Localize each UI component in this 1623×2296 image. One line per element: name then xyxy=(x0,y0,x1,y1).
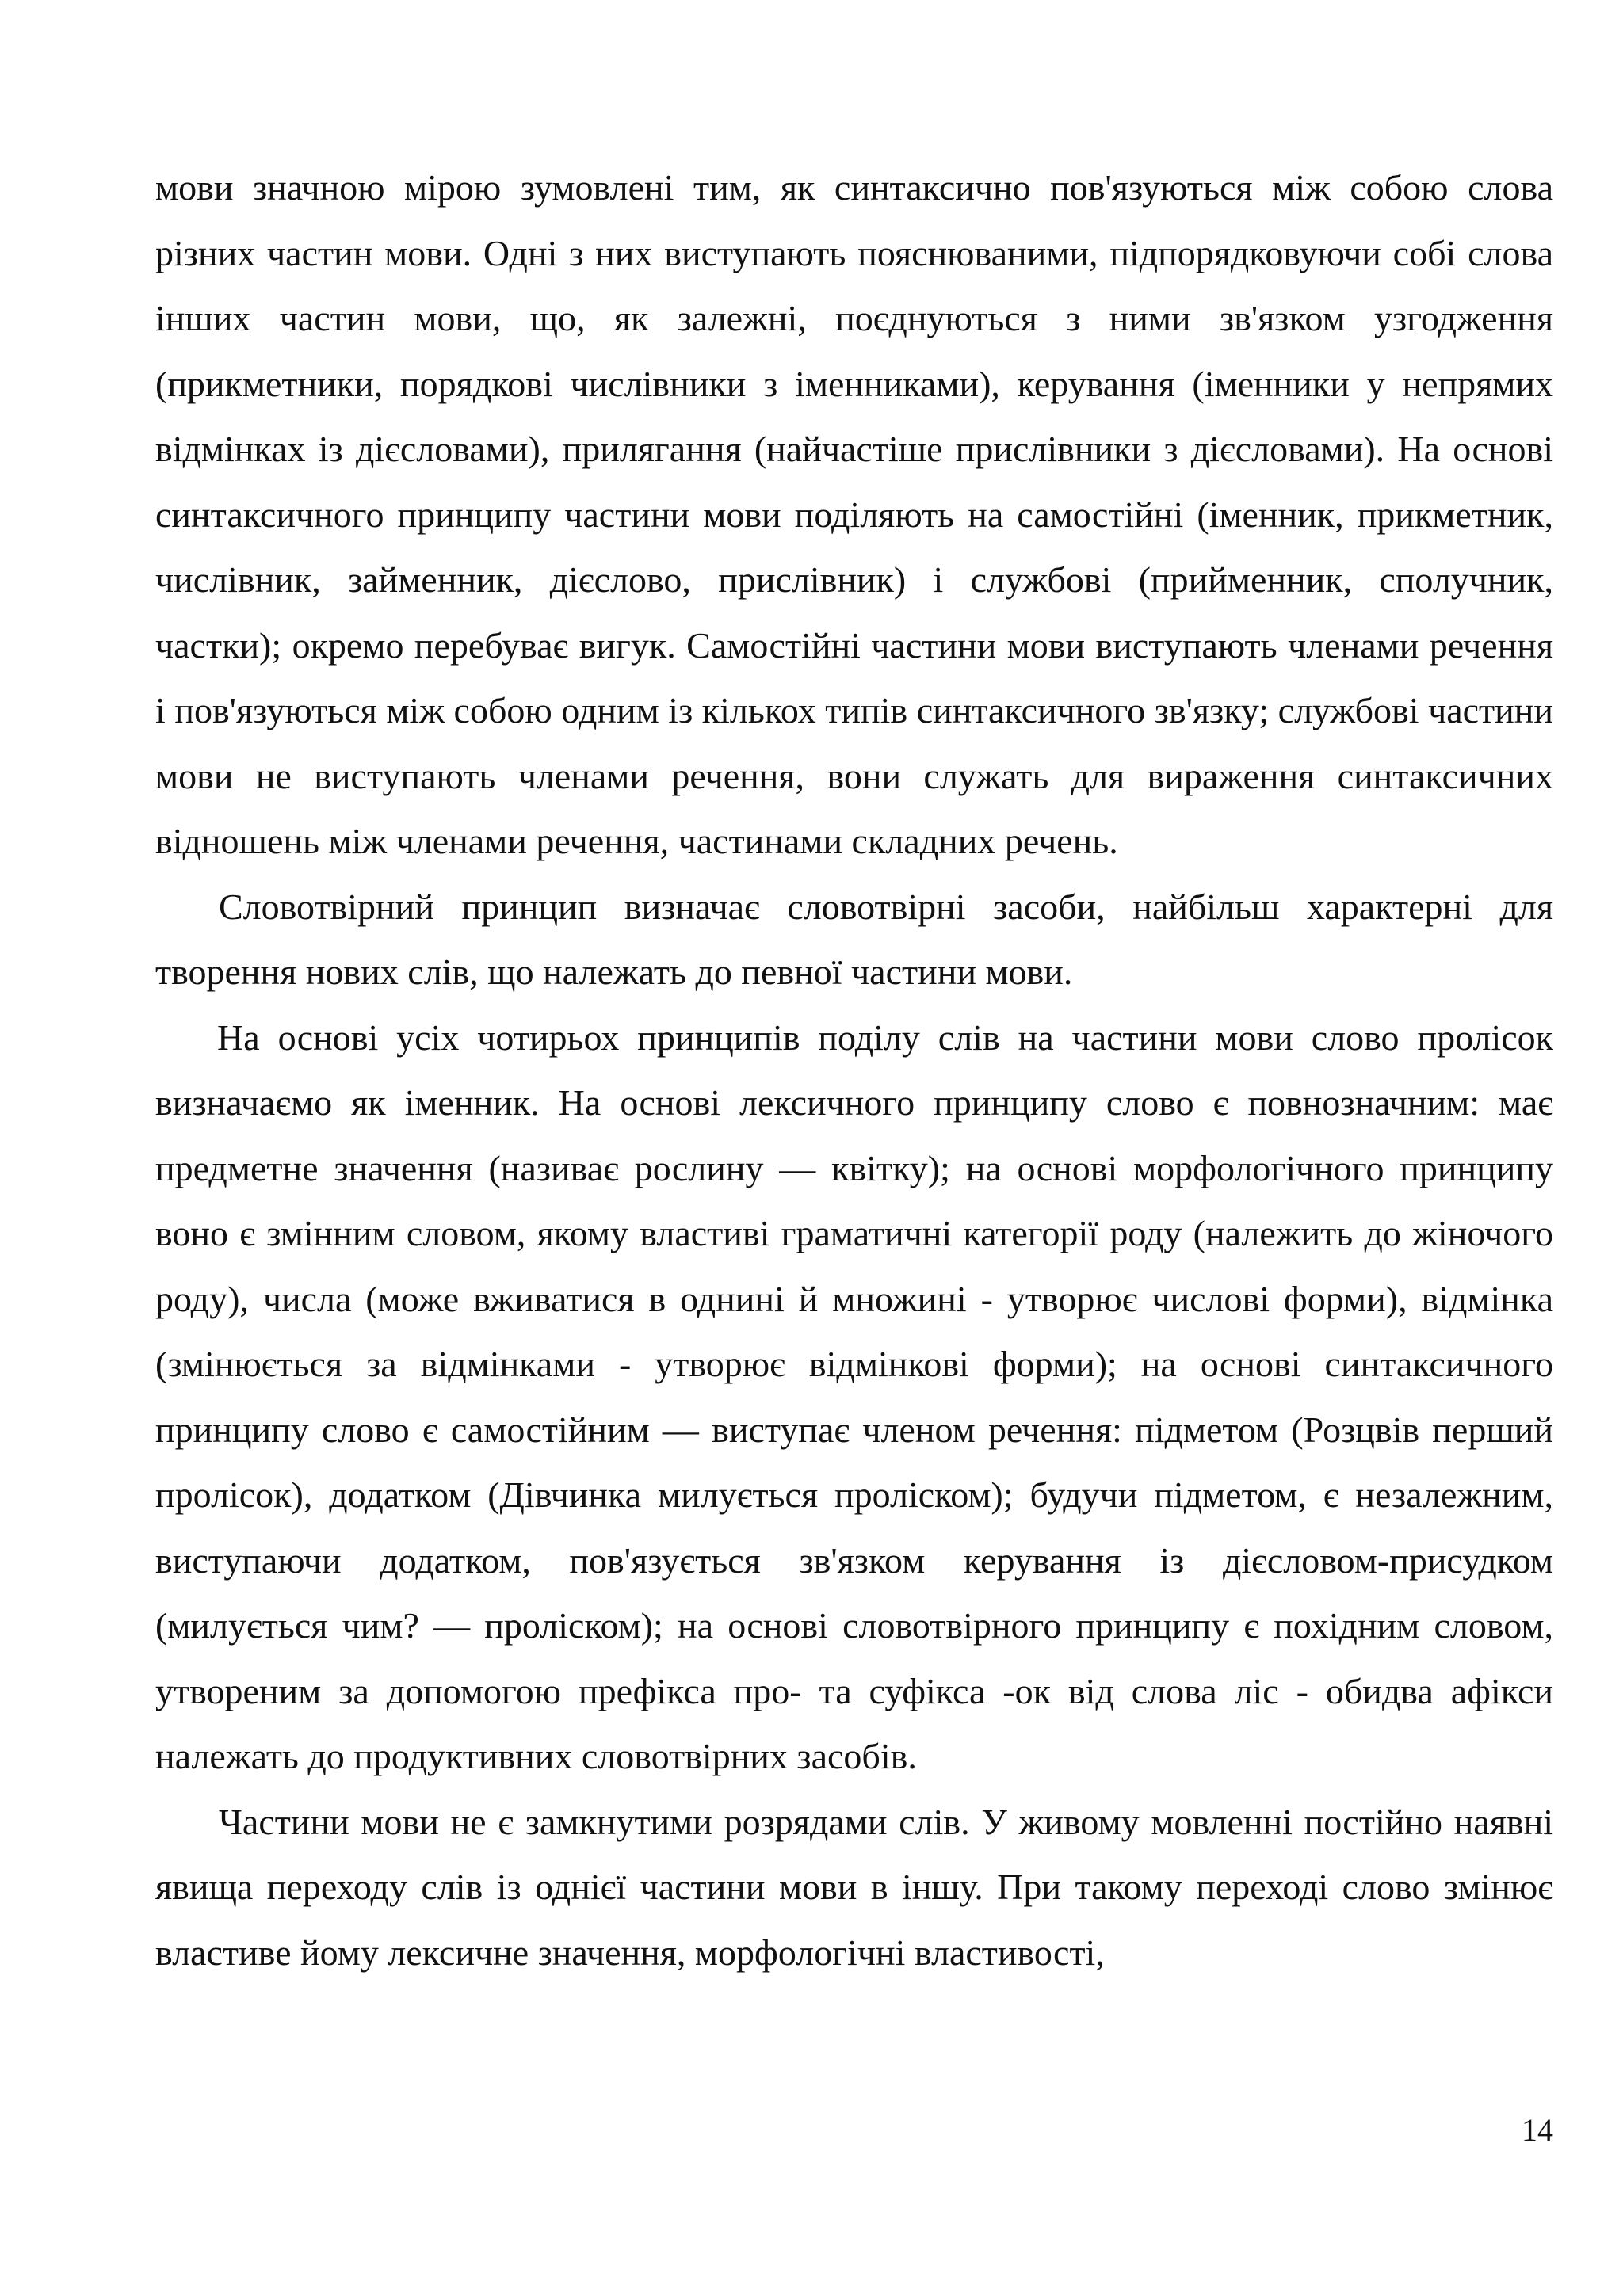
page-number: 14 xyxy=(1522,2112,1553,2148)
page-body xyxy=(155,155,1553,1985)
paragraph-syntactic-principle: мови значною мірою зумовлені тим, як синтаксично пов'язуються між собою слова різних частин мови. Одні з них виступають пояснюваними, підпорядковуючи собі слова інших частин мови, що, як залежні, поєднуються з ними зв'язком узгодження (прикметники, порядкові числівники з іменниками), керування (іменники у непрямих відмінках із дієсловами), прилягання (найчастіше прислівники з дієсловами). На основі синтаксичного принципу частини мови поділяють на самостійні (іменник, прикметник, числівник, займенник, дієслово, прислівник) і службові (прийменник, сполучник, частки); окремо перебуває вигук. Самостійні частини мови виступають членами речення і пов'язуються між собою одним із кількох типів синтаксичного зв'язку; службові частини мови не виступають членами речення, вони служать для вираження синтаксичних відношень між членами речення, частинами складних речень. xyxy=(155,167,1553,861)
paragraph-parts-of-speech-transition: Частини мови не є замкнутими розрядами слів. У живому мовленні постійно наявні явища переходу слів із однієї частини мови в іншу. При такому переході слово змінює властиве йому лексичне значення, морфологічні властивості, xyxy=(155,1801,1553,1973)
paragraph-prolisok-example: На основі усіх чотирьох принципів поділу слів на частини мови слово пролісок визначаємо як іменник. На основі лексичного принципу слово є повнозначним: має предметне значення (називає рослину — квітку); на основі морфологічного принципу воно є змінним словом, якому властиві граматичні категорії роду (належить до жіночого роду), числа (може вживатися в однині й множині - утворює числові форми), відмінка (змінюється за відмінками - утворює відмінкові форми); на основі синтаксичного принципу слово є самостійним — виступає членом речення: підметом (Розцвів перший пролісок), додатком (Дівчинка милується проліском); будучи підметом, є незалежним, виступаючи додатком, пов'язується зв'язком керування із дієсловом-присудком (милується чим? — проліском); на основі словотвірного принципу є похідним словом, утвореним за допомогою префікса про- та суфікса -ок від слова ліс - обидва афікси належать до продуктивних словотвірних засобів. xyxy=(155,1016,1553,1776)
paragraph-word-formation-principle: Словотвірний принцип визначає словотвірні засоби, найбільш характерні для творення нових слів, що належать до певної частини мови. xyxy=(155,886,1553,992)
